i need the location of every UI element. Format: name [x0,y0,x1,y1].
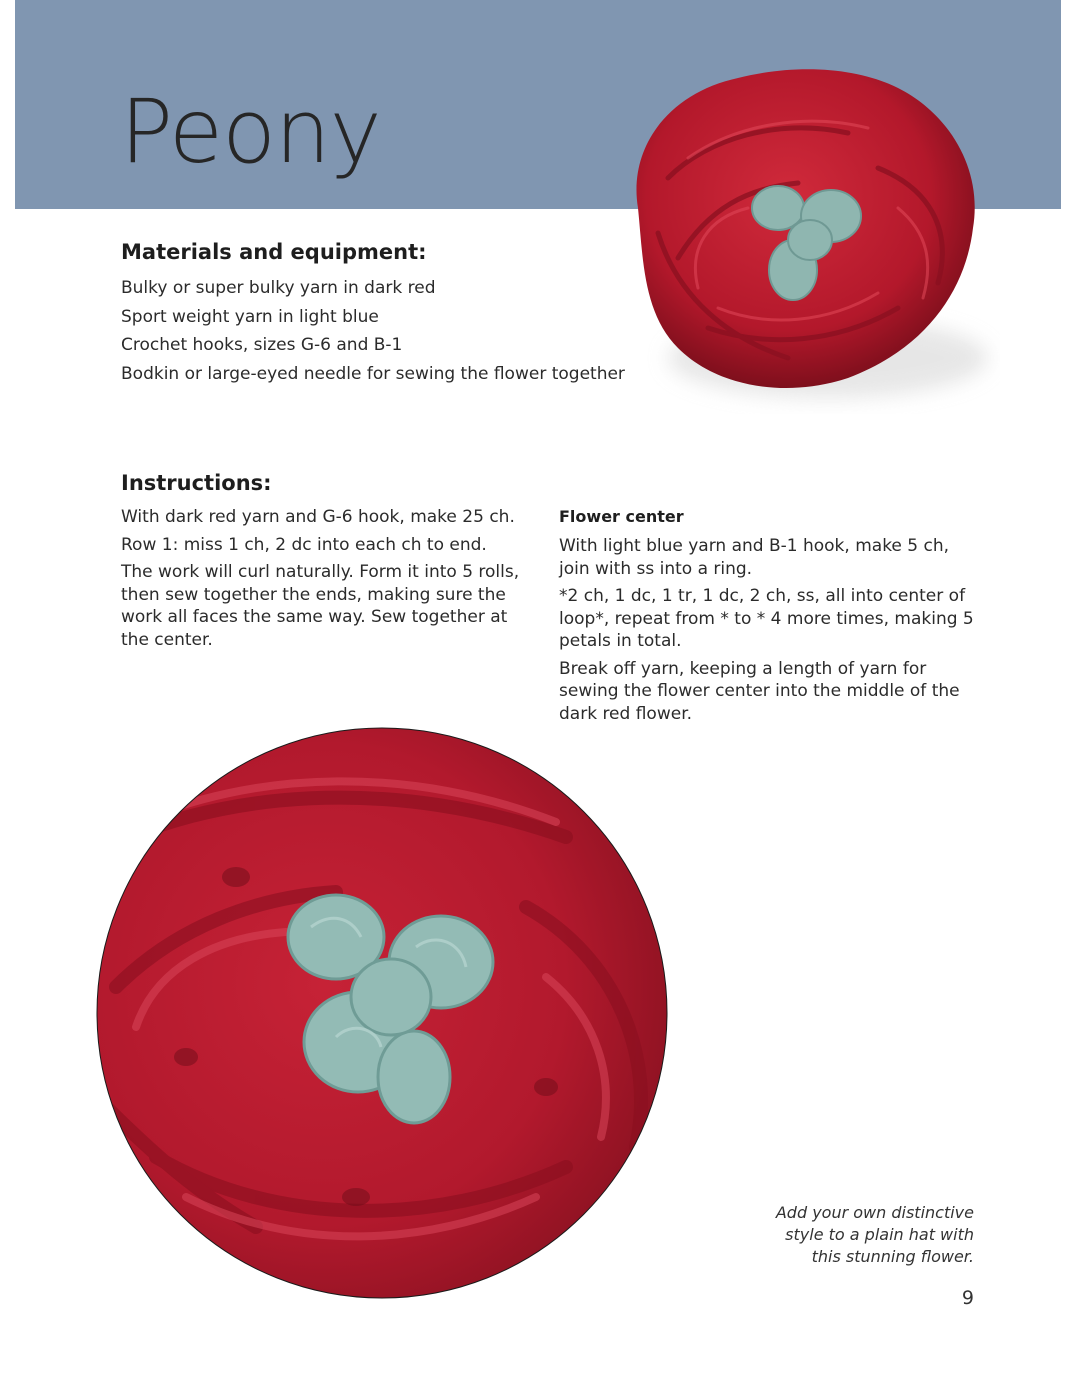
page-number: 9 [961,1287,974,1309]
flower-center-heading: Flower center [559,507,684,526]
instruction-paragraph: The work will curl naturally. Form it into 5 rolls, then sew together the ends, making sure the work all faces the same way. Sew together at the center. [121,562,520,650]
instruction-paragraph: With light blue yarn and B-1 hook, make 5 ch, join with ss into a ring. [559,536,950,579]
materials-heading: Materials and equipment: [121,240,427,264]
instructions-heading: Instructions: [121,471,272,495]
flower-center-column [559,506,979,730]
materials-list [121,274,625,389]
instruction-paragraph: Break off yarn, keeping a length of yarn for sewing the flower center into the middle of the dark red flower. [559,658,960,724]
peony-closeup-photo [96,727,668,1299]
photo-caption: Add your own distinctive style to a plain hat with this stunning flower. [775,1203,974,1266]
peony-flower-photo [598,58,1000,424]
list-item: Bodkin or large-eyed needle for sewing the flower together [121,364,625,385]
page-title: Peony [120,80,381,183]
list-item: Bulky or super bulky yarn in dark red [121,278,436,298]
list-item: Sport weight yarn in light blue [121,306,379,327]
instruction-paragraph: *2 ch, 1 dc, 1 tr, 1 dc, 2 ch, ss, all into center of loop*, repeat from * to * 4 more times, making 5 petals in total. [559,586,974,651]
instruction-paragraph: Row 1: miss 1 ch, 2 dc into each ch to end. [121,534,487,555]
instruction-paragraph: With dark red yarn and G-6 hook, make 25 ch. [121,507,515,527]
list-item: Crochet hooks, sizes G-6 and B-1 [121,335,403,356]
instructions-column [121,506,531,656]
